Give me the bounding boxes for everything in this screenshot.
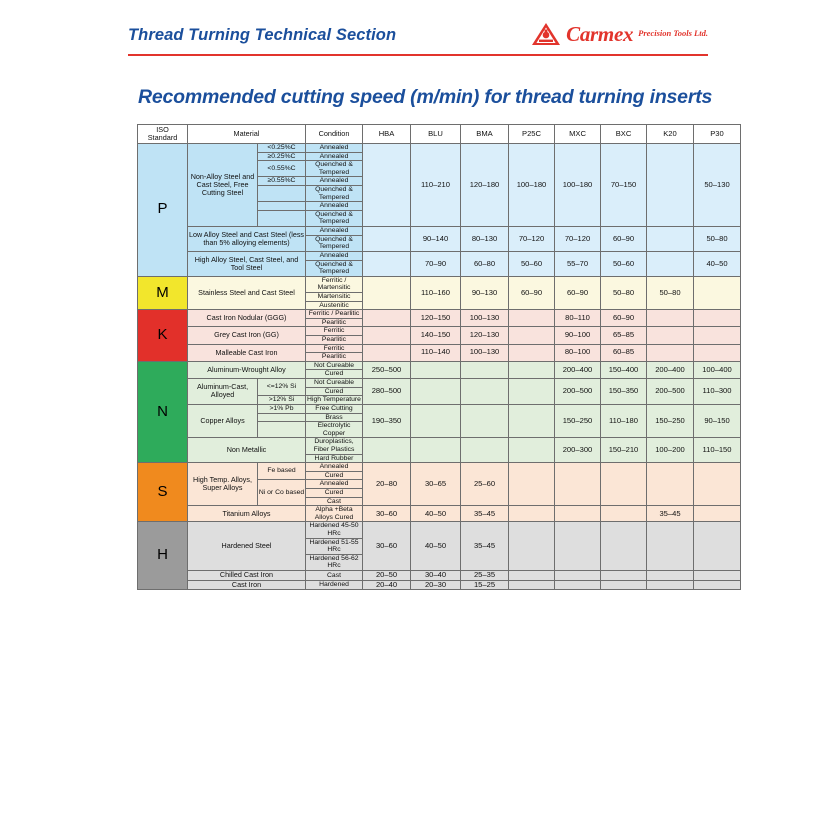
value-hba: 20–80 [363,463,411,506]
header-grade-p25c: P25C [509,125,555,144]
header-grade-hba: HBA [363,125,411,144]
material-name: High Temp. Alloys, Super Alloys [188,463,258,506]
material-name: Low Alloy Steel and Cast Steel (less than 5% alloying elements) [188,227,306,252]
value-bma: 100–130 [461,344,509,361]
value-hba: 20–50 [363,571,411,581]
condition-cell: Annealed [306,177,363,186]
value-blu: 40–50 [411,506,461,522]
value-p25c: 70–120 [509,227,555,252]
table-row [138,522,741,538]
page-title: Thread Turning Technical Section [128,25,397,44]
value-mxc [555,522,601,571]
material-name: Hardened Steel [188,522,306,571]
material-sub: >12% Si [258,396,306,405]
material-name: Aluminum-Wrought Alloy [188,361,306,378]
condition-cell: Austenitic [306,301,363,310]
header-condition: Condition [306,125,363,144]
value-k20 [647,310,694,327]
value-p25c [509,379,555,405]
table-row [138,438,741,454]
condition-cell: Annealed [306,144,363,153]
condition-cell: Pearlitic [306,353,363,362]
value-k20: 200–400 [647,361,694,378]
condition-cell: Hardened 45-50 HRc [306,522,363,538]
value-p30: 90–150 [694,404,741,437]
material-sub: ≥0.25%C [258,152,306,161]
value-hba [363,276,411,309]
value-blu [411,361,461,378]
condition-cell: Hardened [306,580,363,590]
table-header-row [138,125,741,144]
header-grade-blu: BLU [411,125,461,144]
value-bxc: 60–90 [601,310,647,327]
header-grade-mxc: MXC [555,125,601,144]
value-hba: 20–40 [363,580,411,590]
value-p25c: 50–60 [509,251,555,276]
cutting-speed-table [137,124,741,590]
condition-cell: Pearlitic [306,336,363,345]
header-iso-standard [138,125,188,144]
material-sub: <0.25%C [258,144,306,153]
value-p30: 50–130 [694,144,741,227]
value-hba [363,144,411,227]
material-name: Titanium Alloys [188,506,306,522]
condition-cell: Cured [306,488,363,497]
value-p30 [694,327,741,344]
material-name: Non Metallic [188,438,306,463]
value-mxc: 90–100 [555,327,601,344]
value-p25c [509,361,555,378]
value-p25c: 100–180 [509,144,555,227]
value-bma: 15–25 [461,580,509,590]
group-code-k: K [138,310,188,362]
material-name: Malleable Cast Iron [188,344,306,361]
value-mxc: 100–180 [555,144,601,227]
value-k20 [647,227,694,252]
value-mxc [555,463,601,506]
value-mxc: 60–90 [555,276,601,309]
value-bma: 80–130 [461,227,509,252]
condition-cell: High Temperature [307,396,361,404]
value-k20 [647,571,694,581]
value-p25c [509,344,555,361]
brand-logo [531,22,708,49]
value-p30: 110–150 [694,438,741,463]
table-row [138,571,741,581]
header-grade-k20: K20 [647,125,694,144]
value-p25c [509,522,555,571]
value-blu: 30–40 [411,571,461,581]
value-blu: 70–90 [411,251,461,276]
value-blu: 140–150 [411,327,461,344]
table-row [138,144,741,153]
material-sub: Fe based [258,463,306,480]
material-sub [258,422,306,438]
value-mxc: 55–70 [555,251,601,276]
value-bma [461,404,509,437]
value-k20: 35–45 [647,506,694,522]
value-k20 [647,251,694,276]
value-p25c [509,580,555,590]
value-bxc: 65–85 [601,327,647,344]
value-p30: 110–300 [694,379,741,405]
value-p25c [509,506,555,522]
material-sub [258,413,306,422]
table-row [138,506,741,522]
value-bxc: 150–350 [601,379,647,405]
value-p30 [694,571,741,581]
table-row [138,344,741,353]
value-bxc: 50–80 [601,276,647,309]
condition-cell: Ferritic [306,327,363,336]
group-code-h: H [138,522,188,590]
value-blu: 90–140 [411,227,461,252]
value-blu [411,404,461,437]
condition-cell: Annealed [306,251,363,260]
value-bxc: 110–180 [601,404,647,437]
value-bma: 100–130 [461,310,509,327]
value-p30 [694,276,741,309]
value-hba [363,438,411,463]
value-blu [411,438,461,463]
material-name: Cast Iron Nodular (GGG) [188,310,306,327]
table-row [138,227,741,236]
value-blu [411,379,461,405]
value-p30 [694,344,741,361]
condition-cell: Ferritic [306,344,363,353]
value-hba [363,251,411,276]
value-hba [363,227,411,252]
value-hba: 250–500 [363,361,411,378]
condition-cell: Not Cureable [306,379,363,388]
condition-cell: Hardened 56-62 HRc [306,554,363,570]
value-p30: 50–80 [694,227,741,252]
value-k20 [647,580,694,590]
value-bma: 60–80 [461,251,509,276]
condition-cell: Annealed [306,480,363,489]
value-bxc [601,463,647,506]
group-code-n: N [138,361,188,462]
material-sub: <=12% Si [258,379,306,396]
table-row [138,463,741,472]
value-p30 [694,310,741,327]
table-row [138,361,741,370]
value-p30: 100–400 [694,361,741,378]
value-hba: 30–60 [363,506,411,522]
material-name: Cast Iron [188,580,306,590]
brand-tagline: Precision Tools Ltd. [638,28,708,38]
value-hba: 30–60 [363,522,411,571]
value-hba [363,327,411,344]
value-mxc: 200–300 [555,438,601,463]
header-iso-line1: ISO [156,124,169,134]
value-bxc: 60–85 [601,344,647,361]
value-bma: 25–60 [461,463,509,506]
value-hba: 190–350 [363,404,411,437]
value-p25c [509,438,555,463]
group-code-m: M [138,276,188,309]
group-code-s: S [138,463,188,522]
value-blu: 110–210 [411,144,461,227]
condition-cell: Hardened 51-55 HRc [306,538,363,554]
condition-cell: Pearlitic [306,318,363,327]
document-title: Recommended cutting speed (m/min) for thread turning inserts [138,86,713,108]
material-name: Stainless Steel and Cast Steel [188,276,306,309]
material-name: Copper Alloys [188,404,258,437]
value-k20: 50–80 [647,276,694,309]
value-blu: 110–160 [411,276,461,309]
condition-cell: Quenched & Tempered [306,161,363,177]
condition-cell: Brass [306,413,363,422]
condition-cell: Free Cutting [306,404,363,413]
condition-cell: Electrolytic Copper [306,422,363,438]
table-row [138,251,741,260]
value-blu: 120–150 [411,310,461,327]
material-sub: Ni or Co based [258,480,306,506]
value-bxc [601,522,647,571]
value-k20 [647,327,694,344]
value-p30 [694,463,741,506]
value-k20: 200–500 [647,379,694,405]
condition-cell: Not Cureable [306,361,363,370]
table-row [138,379,741,388]
condition-cell: Duroplastics, Fiber Plastics [306,438,363,454]
value-bma: 120–180 [461,144,509,227]
condition-cell: Annealed [306,152,363,161]
value-mxc: 80–110 [555,310,601,327]
value-p30: 40–50 [694,251,741,276]
value-mxc: 200–400 [555,361,601,378]
value-mxc: 70–120 [555,227,601,252]
condition-cell: Martensitic [306,292,363,301]
value-p25c [509,327,555,344]
value-mxc: 200–500 [555,379,601,405]
value-bma: 90–130 [461,276,509,309]
condition-cell: Alpha +Beta Alloys Cured [306,506,363,522]
value-bxc: 150–400 [601,361,647,378]
value-p30 [694,506,741,522]
condition-cell: Ferritic / Martensitic [306,276,363,292]
value-k20 [647,463,694,506]
condition-cell: Quenched & Tempered [306,235,363,251]
value-p30 [694,580,741,590]
value-p25c [509,463,555,506]
material-sub: ≥0.55%C [258,177,306,186]
header-grade-p30: P30 [694,125,741,144]
value-p25c [509,571,555,581]
value-bma: 25–35 [461,571,509,581]
value-bma [461,438,509,463]
value-k20 [647,144,694,227]
value-k20 [647,344,694,361]
material-sub [258,186,306,202]
header-iso-line2: Standard [147,133,178,142]
value-mxc [555,580,601,590]
table-row [138,580,741,590]
value-blu: 110–140 [411,344,461,361]
table-row [138,276,741,292]
header-grade-bxc: BXC [601,125,647,144]
value-bxc [601,506,647,522]
value-hba [363,344,411,361]
condition-cell: Annealed [306,227,363,236]
carmex-logo-icon [531,22,561,46]
value-hba: 280–500 [363,379,411,405]
material-name: Chilled Cast Iron [188,571,306,581]
header-grade-bma: BMA [461,125,509,144]
table-row [138,310,741,319]
condition-cell: Cured [306,471,363,480]
value-bma [461,379,509,405]
value-bxc: 150–210 [601,438,647,463]
group-code-p: P [138,144,188,277]
value-k20 [647,522,694,571]
material-name: Non-Alloy Steel and Cast Steel, Free Cutting Steel [188,144,258,227]
brand-name: Carmex [566,21,634,46]
material-name: High Alloy Steel, Cast Steel, and Tool Steel [188,251,306,276]
condition-cell: Ferritic / Pearlitic [306,310,363,319]
table-row [138,327,741,336]
table-row [138,404,741,413]
condition-cell: Quenched & Tempered [306,186,363,202]
condition-cell: Cast [306,497,363,506]
material-sub: <0.55%C [258,161,306,177]
value-k20: 150–250 [647,404,694,437]
condition-cell: Quenched & Tempered [306,210,363,226]
value-hba [363,310,411,327]
condition-cell: Cured [306,370,363,379]
value-bma: 120–130 [461,327,509,344]
value-bma [461,361,509,378]
value-bxc [601,571,647,581]
condition-cell: Annealed [306,463,363,472]
value-blu: 20–30 [411,580,461,590]
value-bxc [601,580,647,590]
value-blu: 40–50 [411,522,461,571]
material-name: Aluminum-Cast, Alloyed [188,379,258,405]
value-bma: 35–45 [461,522,509,571]
value-mxc [555,506,601,522]
condition-cell: Hard Rubber [306,454,363,463]
value-bxc: 50–60 [601,251,647,276]
value-bma: 35–45 [461,506,509,522]
value-bxc: 60–90 [601,227,647,252]
material-sub [258,202,306,211]
value-p25c [509,404,555,437]
condition-cell: Cast [306,571,363,581]
material-name: Grey Cast Iron (GG) [188,327,306,344]
material-sub [258,210,306,226]
page-header [128,16,708,56]
header-material: Material [188,125,306,144]
value-bxc: 70–150 [601,144,647,227]
condition-cell: Quenched & Tempered [306,260,363,276]
value-mxc [555,571,601,581]
value-p30 [694,522,741,571]
value-k20: 100–200 [647,438,694,463]
material-sub: >1% Pb [258,404,306,413]
value-blu: 30–65 [411,463,461,506]
value-p25c [509,310,555,327]
condition-cell: Annealed [306,202,363,211]
value-mxc: 150–250 [555,404,601,437]
condition-cell: Cured [306,387,363,396]
value-mxc: 80–100 [555,344,601,361]
value-p25c: 60–90 [509,276,555,309]
